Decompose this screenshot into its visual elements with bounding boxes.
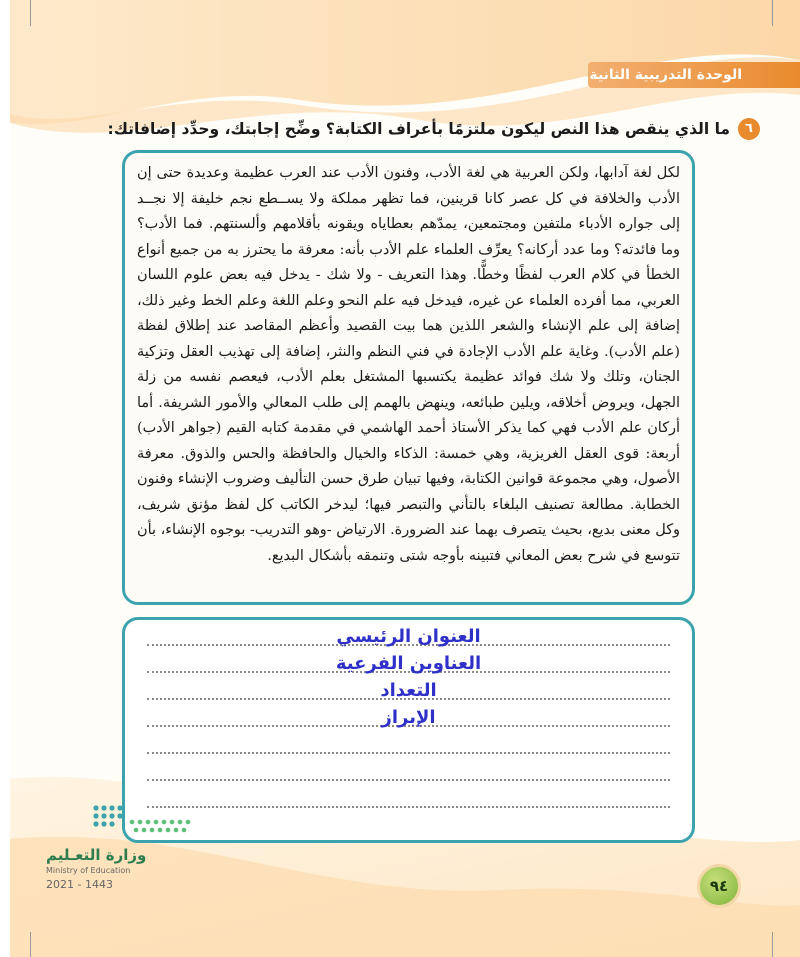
ministry-logo xyxy=(40,800,200,900)
answer-line: الإبراز xyxy=(381,707,436,728)
page-number-badge: ٩٤ xyxy=(697,864,741,908)
answer-line: العنوان الرئيسي xyxy=(336,626,481,647)
dotted-line xyxy=(147,806,670,808)
crop-mark xyxy=(772,0,773,26)
crop-mark xyxy=(30,0,31,26)
ministry-name-arabic: وزارة التعـليم xyxy=(46,846,147,864)
dotted-line xyxy=(147,752,670,754)
dotted-line xyxy=(147,779,670,781)
question-number-badge: ٦ xyxy=(738,118,760,140)
passage-box xyxy=(122,150,695,605)
edition-year: 2021 - 1443 xyxy=(46,878,113,891)
passage-text: لكل لغة آدابها، ولكن العربية هي لغة الأدب، وفنون الأدب عند العرب عظيمة وعديدة حتى إن الأدب والخلافة في كل عصر كانا قرينين، فما تظهر مملكة ولا يســطع نجم خليفة إلا نجــد إلى جواره الأدباء ملتفين ومجتمعين، يمدّهم بعطاياه ويقونه بأقلامهم وألسنتهم. فما الأدب؟ وما فائدته؟ وما عدد أركانه؟ يعرِّف العلماء علم الأدب بأنه: معرفة ما يحترز به من جميع أنواع الخطأ في كلام العرب لفظًا وخطًّا. وهذا التعريف - ولا شك - يدخل فيه بعض علوم اللسان العربي، مما أفرده العلماء عن غيره، فيدخل فيه علم النحو وعلم اللغة وعلم الخط وغير ذلك، إضافة إلى علم الإنشاء والشعر اللذين هما بيت القصيد وأعظم المقاصد عند إطلاق لفظة (علم الأدب). وغاية علم الأدب الإجادة في فني النظم والنثر، إضافة إلى تهذيب العقل وتزكية الجنان، وتلك ولا شك فوائد عظيمة يكتسبها المشتغل بعلم الأدب، فيعصم نفسه من زلة الجهل، ويروض أخلاقه، ويلين طبائعه، وينهض بالهمم إلى طلب المعالي والأمور الشريفة. أما أركان علم الأدب فهي كما يذكر الأستاذ أحمد الهاشمي في مقدمة كتابه القيم (جواهر الأدب) أربعة: قوى العقل الغريزية، وهي خمسة: الذكاء والخيال والحافظة والحس والذوق. معرفة الأصول، وهي مجموعة قوانين الكتابة، وفيها تبيان طرق حسن التأليف وضروب الإنشاء وفنون الخطابة. مطالعة تصنيف البلغاء بالتأني والتبصر فيها؛ ليدخر الكاتب كل لفظ مؤنق شريف، وكل معنى بديع، بحيث يتصرف بهما عند الضرورة. الارتياض -وهو التدريب- بوجوه الإنشاء، بأن تتوسع في شرح بعض المعاني فتبينه بأوجه شتى وتنمقه بأشكال البديع. xyxy=(137,165,680,564)
crop-mark xyxy=(772,932,773,957)
question-text: ما الذي ينقص هذا النص ليكون ملتزمًا بأعراف الكتابة؟ وضِّح إجابتك، وحدِّد إضافاتك: xyxy=(107,120,730,138)
ministry-name-english: Ministry of Education xyxy=(46,866,131,875)
unit-banner: الوحدة التدريبية الثانية xyxy=(588,62,800,88)
answer-line: العناوين الفرعية xyxy=(335,653,482,674)
answer-line: التعداد xyxy=(380,680,437,701)
ministry-dots-icon xyxy=(88,800,198,840)
answer-box xyxy=(122,617,695,843)
page-left-margin xyxy=(0,0,10,957)
crop-mark xyxy=(30,932,31,957)
question-heading xyxy=(60,118,760,140)
